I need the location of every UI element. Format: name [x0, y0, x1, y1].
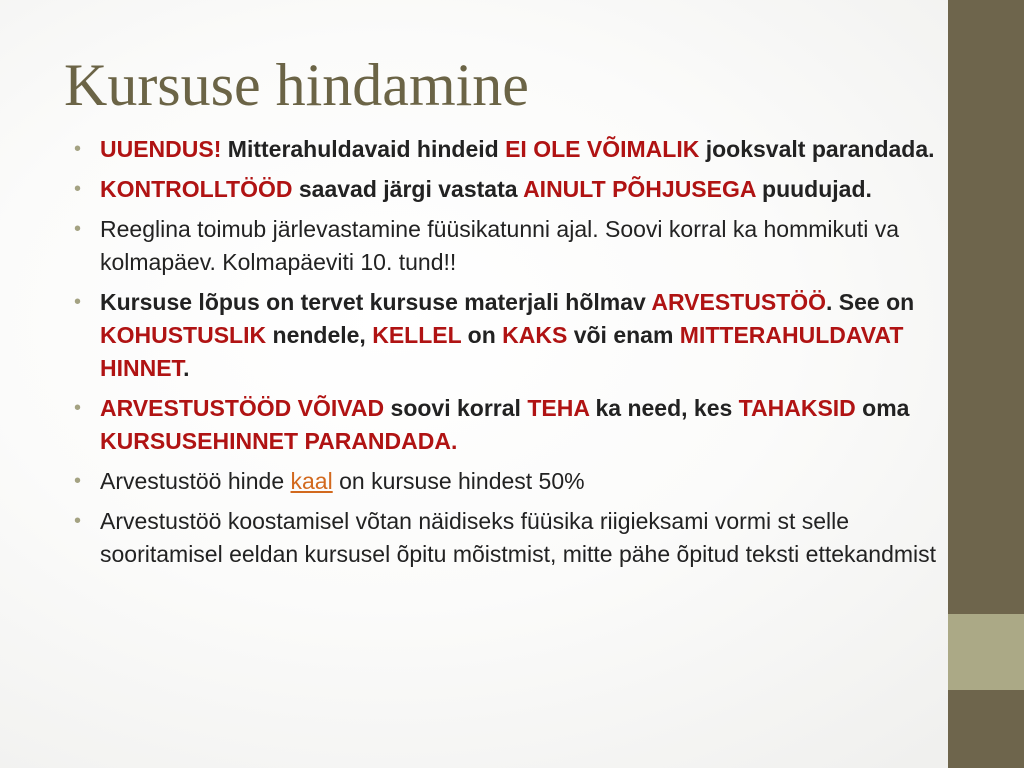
bullet-marker: •: [74, 291, 82, 313]
text-run: on kursuse hindest 50%: [332, 468, 585, 494]
text-run: TEHA: [527, 395, 590, 421]
bullet-marker: •: [74, 510, 82, 532]
bullet-item-7: [73, 505, 953, 571]
text-run: Reeglina toimub järlevastamine füüsikatunni ajal. Soovi korral ka hommikuti va kolmapäev. Kolmapäeviti 10. tund!!: [100, 216, 899, 275]
bullet-marker: •: [74, 218, 82, 240]
bullet-marker: •: [74, 178, 82, 200]
bullet-list: [73, 133, 953, 578]
text-run: KOHUSTUSLIK: [100, 322, 267, 348]
text-run: ARVESTUSTÖÖ: [651, 289, 826, 315]
text-run: KELLEL: [372, 322, 462, 348]
text-run: KONTROLLTÖÖD: [100, 176, 293, 202]
text-run: AINULT PÕHJUSEGA: [523, 176, 756, 202]
text-run: on: [461, 322, 503, 348]
text-run: saavad järgi vastata: [292, 176, 524, 202]
text-run: ARVESTUSTÖÖD VÕIVAD: [100, 395, 385, 421]
text-run: EI OLE VÕIMALIK: [505, 136, 700, 162]
text-run: UUENDUS!: [100, 136, 222, 162]
text-run: Mitterahuldavaid hindeid: [221, 136, 506, 162]
slide-title: Kursuse hindamine: [64, 52, 529, 118]
bullet-item-4: [73, 286, 953, 385]
bullet-item-5: [73, 392, 953, 458]
bullet-item-2: [73, 173, 953, 206]
bullet-marker: •: [74, 470, 82, 492]
text-run: MITTERAHULDAVAT HINNET: [100, 322, 904, 381]
text-run: Arvestustöö koostamisel võtan näidiseks füüsika riigieksami vormi st selle sooritamisel eeldan kursusel õpitu mõistmist, mitte pähe õpitud teksti ettekandmist: [100, 508, 937, 567]
text-run: ka need, kes: [589, 395, 739, 421]
text-run: . See on: [825, 289, 915, 315]
kaal-link[interactable]: kaal: [290, 468, 333, 494]
text-run: Kursuse lõpus on tervet kursuse materjali hõlmav: [100, 289, 652, 315]
side-accent-block: [948, 614, 1024, 690]
text-run: .: [183, 355, 190, 381]
bullet-item-3: [73, 213, 953, 279]
text-run: jooksvalt parandada.: [699, 136, 935, 162]
text-run: puudujad.: [755, 176, 872, 202]
bullet-marker: •: [74, 138, 82, 160]
text-run: soovi korral: [384, 395, 528, 421]
text-run: oma: [855, 395, 910, 421]
text-run: TAHAKSID: [738, 395, 856, 421]
text-run: või enam: [567, 322, 680, 348]
text-run: KAKS: [502, 322, 568, 348]
text-run: nendele,: [266, 322, 373, 348]
text-run: KURSUSEHINNET PARANDADA.: [100, 428, 458, 454]
bullet-item-1: [73, 133, 953, 166]
bullet-marker: •: [74, 397, 82, 419]
text-run: Arvestustöö hinde: [100, 468, 291, 494]
bullet-item-6: [73, 465, 953, 498]
